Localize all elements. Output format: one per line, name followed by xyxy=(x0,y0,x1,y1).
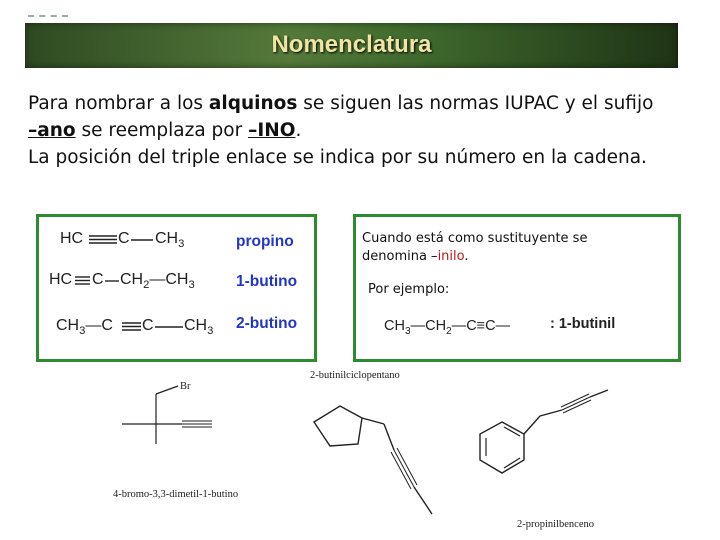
substituent-box xyxy=(353,214,681,362)
caption-bromo-dimethyl-butyne: 4-bromo-3,3-dimetil-1-butino xyxy=(113,489,239,500)
example-label: Por ejemplo: xyxy=(368,282,450,297)
substituent-note xyxy=(362,230,642,266)
formula-1-butino-left: HC xyxy=(49,271,73,288)
substituent-note-c: . xyxy=(464,249,469,264)
intro-line-2-d: . xyxy=(295,120,302,141)
formula-propino-right: $CH_3$ xyxy=(155,230,185,251)
caption-butynyl-cyclopentane: 2-butinilciclopentano xyxy=(310,370,400,381)
page-title: Nomenclatura xyxy=(271,31,432,58)
title-banner xyxy=(25,23,678,68)
intro-line-1-c: se siguen las normas IUPAC y el sufijo xyxy=(297,93,654,114)
substituent-formula: $CH_3—CH_2—C\equiv C—$ xyxy=(384,318,511,337)
formula-2-butino-mid: C xyxy=(142,317,154,334)
name-2-butino: 2-butino xyxy=(236,315,298,332)
formula-2-butino-right: $CH_3$ xyxy=(184,317,214,338)
caption-propynyl-benzene: 2-propinilbenceno xyxy=(517,519,594,530)
substituent-name: : 1-butinil xyxy=(550,316,616,332)
corner-decoration xyxy=(28,15,68,21)
formula-1-butino-mid: C xyxy=(92,271,104,288)
alquinos-term: alquinos xyxy=(208,93,298,114)
suffix-ano: –ano xyxy=(28,120,76,141)
suffix-ino: –INO xyxy=(248,120,296,141)
intro-line-1 xyxy=(28,90,708,117)
name-1-butino: 1-butino xyxy=(236,273,298,290)
propynyl-benzene-structure xyxy=(476,388,616,488)
formula-2-butino-left: $CH_3—C$ xyxy=(56,317,113,338)
intro-line-2-b: se reemplaza por xyxy=(75,120,249,141)
single-bond-icon xyxy=(155,326,185,328)
bromine-label: Br xyxy=(180,381,191,392)
butynyl-cyclopentane-structure xyxy=(310,398,450,518)
substituent-note-a: Cuando está como sustituyente se denomina – xyxy=(362,231,588,264)
intro-text xyxy=(28,90,708,171)
formula-1-butino-right: $CH_2—CH_3$ xyxy=(120,271,195,292)
intro-line-2 xyxy=(28,117,708,144)
examples-box xyxy=(36,214,317,362)
name-propino: propino xyxy=(236,233,294,250)
formula-propino-left: HC xyxy=(60,230,84,247)
bromo-dimethyl-butyne-structure xyxy=(120,380,220,450)
formula-propino-mid: C xyxy=(118,230,130,247)
triple-bond-icon xyxy=(89,235,119,245)
inilo-term: inilo xyxy=(437,249,465,264)
intro-line-1-a: Para nombrar a los xyxy=(28,93,209,114)
triple-bond-icon xyxy=(75,276,93,286)
single-bond-icon xyxy=(131,239,155,241)
single-bond-icon xyxy=(105,280,121,282)
triple-bond-icon xyxy=(122,322,144,332)
intro-line-3: La posición del triple enlace se indica por su número en la cadena. xyxy=(28,147,647,168)
